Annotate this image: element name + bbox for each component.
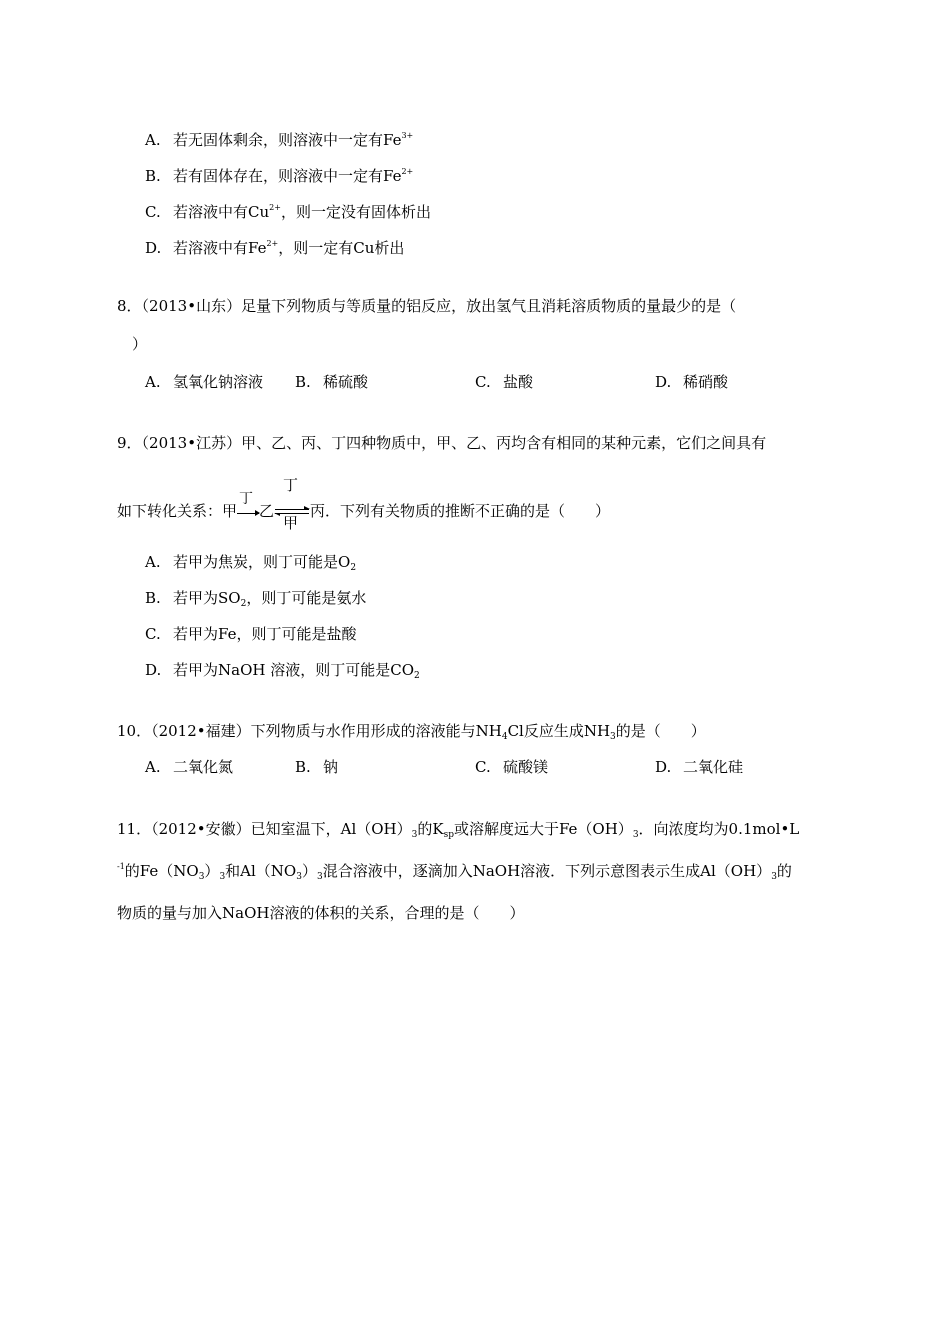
option-label: A.: [145, 553, 161, 571]
option-text: 稀硝酸: [683, 373, 729, 391]
option-text: 若溶液中有Cu: [173, 203, 270, 221]
q10-stem: [117, 721, 706, 747]
q9-stem-post: 丙．下列有关物质的推断不正确的是（ ）: [310, 502, 611, 520]
option-label: A.: [145, 131, 161, 149]
q7-option-c: [145, 198, 431, 222]
q10-option-a: [145, 757, 233, 777]
subscript: 4: [501, 732, 508, 742]
subscript: 3: [771, 872, 777, 882]
stem-text: 的是（ ）: [615, 722, 706, 740]
stem-text: 的K: [417, 820, 444, 838]
option-text: 钠: [323, 758, 339, 776]
stem-text: ．向浓度均为0.1mol•L: [638, 820, 800, 838]
option-text: 盐酸: [503, 373, 534, 391]
q11-stem-line1: [117, 819, 799, 845]
stem-text: 或溶解度远大于Fe（OH）: [453, 820, 633, 838]
q9-option-b: [145, 588, 366, 614]
equilibrium-arrow: [274, 476, 310, 532]
subscript: 3: [316, 872, 323, 882]
option-label: D.: [655, 373, 672, 391]
option-text: 二氧化氮: [173, 758, 234, 776]
option-label: D.: [145, 239, 162, 257]
option-label: C.: [145, 625, 161, 643]
superscript: 2+: [266, 239, 279, 248]
option-text: 若甲为焦炭，则丁可能是O: [173, 553, 351, 571]
option-text: 二氧化硅: [683, 758, 744, 776]
option-text: 若甲为SO: [173, 589, 241, 607]
option-text: 若无固体剩余，则溶液中一定有Fe: [173, 131, 402, 149]
arrow-right-icon: [275, 509, 309, 510]
q8-option-b: [295, 372, 368, 392]
subscript: 3: [632, 830, 639, 840]
option-label: B.: [145, 167, 161, 185]
option-label: D.: [145, 661, 162, 679]
stem-text: 的Fe（NO: [124, 862, 199, 880]
option-label: A.: [145, 758, 161, 776]
option-text: 硫酸镁: [503, 758, 549, 776]
stem-text: 的: [776, 862, 792, 880]
stem-text: 混合溶液中，逐滴加入NaOH溶液．下列示意图表示生成Al（OH）: [322, 862, 772, 880]
q7-option-a: [145, 126, 413, 150]
option-label: C.: [145, 203, 161, 221]
option-text: 若有固体存在，则溶液中一定有Fe: [173, 167, 402, 185]
q9-option-d: [145, 660, 420, 686]
option-text: 若甲为NaOH 溶液，则丁可能是CO: [173, 661, 414, 679]
option-label: B.: [295, 758, 311, 776]
option-text: 若甲为Fe，则丁可能是盐酸: [173, 625, 357, 643]
q8-stem-line2: ）: [132, 335, 148, 353]
stem-text: 11．（2012•安徽）已知室温下，Al（OH）: [117, 820, 412, 838]
q8-option-d: [655, 372, 728, 392]
subscript: 3: [296, 872, 302, 882]
option-text: 若溶液中有Fe: [173, 239, 267, 257]
option-label: D.: [655, 758, 672, 776]
q8-option-c: [475, 372, 533, 392]
option-label: B.: [295, 373, 311, 391]
superscript: 3+: [401, 131, 414, 140]
arrow-bottom-label: 甲: [283, 514, 299, 532]
option-text: 稀硫酸: [323, 373, 369, 391]
q9-option-c: [145, 624, 356, 644]
subscript: 2: [350, 563, 357, 573]
subscript: 2: [414, 671, 420, 681]
subscript: 3: [219, 872, 226, 882]
stem-text: 10．（2012•福建）下列物质与水作用形成的溶液能与NH: [117, 722, 502, 740]
stem-text: ）: [301, 862, 317, 880]
subscript: 2: [240, 599, 247, 609]
option-text: 氢氧化钠溶液: [173, 373, 264, 391]
stem-text: ）: [204, 862, 220, 880]
option-label: A.: [145, 373, 161, 391]
q8-option-a: [145, 372, 263, 392]
q9-mid: 乙: [259, 502, 275, 520]
subscript: 3: [198, 872, 205, 882]
subscript: sp: [443, 830, 454, 840]
q10-option-b: [295, 757, 338, 777]
stem-text: 和Al（NO: [225, 862, 297, 880]
arrow-top-label: 丁: [283, 476, 299, 494]
option-label: C.: [475, 373, 491, 391]
q11-stem-line3: 物质的量与加入NaOH溶液的体积的关系，合理的是（ ）: [117, 904, 525, 922]
subscript: 3: [610, 732, 616, 742]
option-tail: ，则一定有Cu析出: [278, 239, 405, 257]
q9-stem-line1: 9．（2013•江苏）甲、乙、丙、丁四种物质中，甲、乙、丙均含有相同的某种元素，它们之间具有: [117, 434, 767, 452]
arrow-top-label: 丁: [239, 491, 254, 507]
q11-stem-line2: [117, 857, 792, 887]
q9-stem-pre: 如下转化关系：甲: [117, 502, 238, 520]
q7-option-d: [145, 234, 404, 258]
q9-stem-line2: [117, 476, 611, 532]
superscript: -1: [117, 862, 125, 871]
subscript: 3: [411, 830, 418, 840]
option-tail: ，则一定没有固体析出: [280, 203, 431, 221]
option-label: C.: [475, 758, 491, 776]
option-label: B.: [145, 589, 161, 607]
q8-stem-line1: 8．（2013•山东）足量下列物质与等质量的铝反应，放出氢气且消耗溶质物质的量最少的是（: [117, 297, 737, 315]
q9-option-a: [145, 552, 356, 578]
superscript: 2+: [269, 203, 281, 212]
arrow-right-icon: [237, 513, 259, 514]
q8-options: [145, 372, 845, 392]
q7-option-b: [145, 162, 413, 186]
option-tail: ，则丁可能是氨水: [246, 589, 367, 607]
q10-option-c: [475, 757, 548, 777]
superscript: 2+: [401, 167, 414, 176]
stem-text: Cl反应生成NH: [507, 722, 611, 740]
q10-options: [145, 757, 845, 777]
q10-option-d: [655, 757, 743, 777]
forward-arrow: [237, 491, 259, 521]
